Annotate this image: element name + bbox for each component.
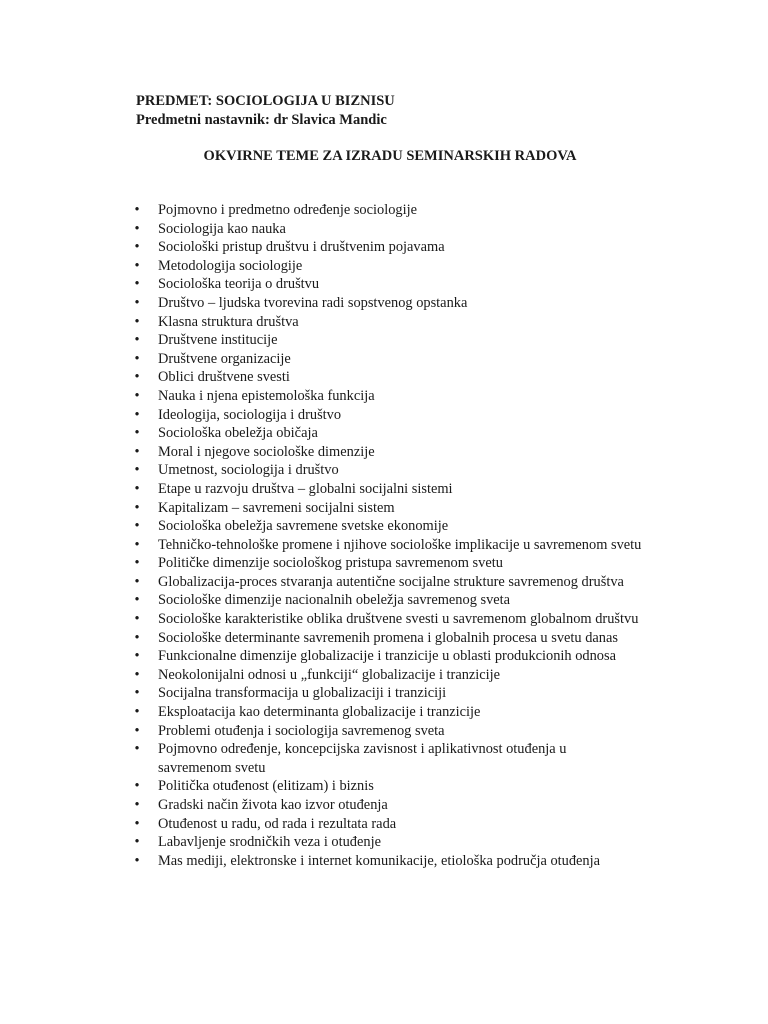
topic-text: Globalizacija-proces stvaranja autentične socijalne strukture savremenog društva [158,573,624,590]
list-item [132,703,642,722]
bullet-icon: • [134,722,140,739]
bullet-icon: • [134,276,140,293]
topic-text: Društvo – ljudska tvorevina radi sopstvenog opstanka [158,294,468,311]
list-item [132,852,642,871]
bullet-icon: • [134,648,140,665]
bullet-icon: • [134,406,140,423]
list-item [132,684,642,703]
list-item [132,443,642,462]
topic-text: Sociološke dimenzije nacionalnih obeležja savremenog sveta [158,592,511,609]
section-title: OKVIRNE TEME ZA IZRADU SEMINARSKIH RADOVA [203,148,577,164]
bullet-icon: • [134,294,140,311]
list-item [132,499,642,518]
list-item [132,610,642,629]
list-item [132,294,642,313]
bullet-icon: • [134,852,140,869]
list-item [132,331,642,350]
bullet-icon: • [134,741,140,758]
topic-text: Gradski način života kao izvor otuđenja [158,797,388,813]
list-item [132,406,642,425]
bullet-icon: • [134,815,140,832]
topic-text: Nauka i njena epistemološka funkcija [158,387,375,404]
bullet-icon: • [134,499,140,516]
subject-title: PREDMET: SOCIOLOGIJA U BIZNISU [136,93,395,109]
topic-text: Etape u razvoju društva – globalni socijalni sistemi [158,480,453,497]
topic-text: Sociološka obeležja savremene svetske ekonomije [158,518,449,535]
bullet-icon: • [134,797,140,813]
topic-text: Eksploatacija kao determinanta globalizacije i tranzicije [158,704,481,721]
list-item [132,629,642,648]
list-item [132,313,642,332]
bullet-icon: • [134,480,140,497]
topic-text: Otuđenost u radu, od rada i rezultata rada [158,815,397,832]
bullet-icon: • [134,425,140,442]
list-item [132,201,642,220]
topic-text: Sociologija kao nauka [158,220,286,237]
bullet-icon: • [134,629,140,646]
list-item [132,517,642,536]
bullet-icon: • [134,313,140,330]
list-item [132,220,642,239]
bullet-icon: • [134,443,140,460]
topic-text: Sociološka obeležja običaja [158,425,318,442]
bullet-icon: • [134,518,140,535]
list-item [132,480,642,499]
bullet-icon: • [134,834,140,851]
list-item [132,591,642,610]
list-item [132,796,642,815]
bullet-icon: • [134,239,140,256]
topic-text: Umetnost, sociologija i društvo [158,462,339,479]
topic-text: Sociološke determinante savremenih promena i globalnih procesa u svetu danas [158,629,618,646]
list-item [132,461,642,480]
bullet-icon: • [134,704,140,721]
topic-text: Socijalna transformacija u globalizaciji i tranziciji [158,685,447,702]
bullet-icon: • [134,611,140,628]
list-item [132,777,642,796]
topic-text: Društvene institucije [158,332,278,349]
topic-text: Pojmovno i predmetno određenje sociologije [158,202,417,218]
list-item [132,257,642,276]
list-item [132,647,642,666]
list-item [132,424,642,443]
list-item [132,833,642,852]
bullet-icon: • [134,685,140,702]
topic-text: Sociološka teorija o društvu [158,276,320,293]
bullet-icon: • [134,257,140,274]
list-item [132,387,642,406]
list-item [132,573,642,592]
topic-text: Društvene organizacije [158,350,291,367]
bullet-icon: • [134,592,140,609]
list-item [132,238,642,257]
topic-text: Mas mediji, elektronske i internet komunikacije, etiološka područja otuđenja [158,852,600,869]
bullet-icon: • [134,350,140,367]
topic-text: Ideologija, sociologija i društvo [158,406,342,423]
topic-text: Neokolonijalni odnosi u „funkciji“ globalizacije i tranzicije [158,666,501,683]
topic-text: Kapitalizam – savremeni socijalni sistem [158,499,395,516]
topic-text: Labavljenje srodničkih veza i otuđenje [158,834,381,851]
list-item [132,554,642,573]
bullet-icon: • [134,220,140,237]
list-item [132,815,642,834]
bullet-icon: • [134,387,140,404]
topic-text: Funkcionalne dimenzije globalizacije i tranzicije u oblasti produkcionih odnosa [158,648,616,665]
topic-text: Pojmovno određenje, koncepcijska zavisnost i aplikativnost otuđenja u savremenom svetu [158,741,567,776]
list-item [132,722,642,741]
topic-text: Metodologija sociologije [158,257,303,274]
teacher-line: Predmetni nastavnik: dr Slavica Mandic [136,112,387,128]
bullet-icon: • [134,666,140,683]
bullet-icon: • [134,778,140,795]
topic-text: Sociološki pristup društvu i društvenim pojavama [158,239,445,256]
bullet-icon: • [134,332,140,349]
bullet-icon: • [134,462,140,479]
topic-text: Političke dimenzije sociološkog pristupa savremenom svetu [158,555,503,572]
document-header [136,92,395,130]
topic-text: Oblici društvene svesti [158,369,290,386]
topic-text: Klasna struktura društva [158,313,299,330]
list-item [132,350,642,369]
list-item [132,740,642,777]
bullet-icon: • [134,573,140,590]
topics-list [132,201,642,870]
bullet-icon: • [134,202,140,218]
topic-text: Moral i njegove sociološke dimenzije [158,443,375,460]
list-item [132,666,642,685]
topic-text: Politička otuđenost (elitizam) i biznis [158,778,374,795]
topic-text: Tehničko-tehnološke promene i njihove sociološke implikacije u savremenom svetu [158,536,642,553]
topic-text: Sociološke karakteristike oblika društvene svesti u savremenom globalnom društvu [158,611,639,628]
list-item [132,368,642,387]
bullet-icon: • [134,555,140,572]
list-item [132,536,642,555]
bullet-icon: • [134,369,140,386]
bullet-icon: • [134,536,140,553]
topic-text: Problemi otuđenja i sociologija savremenog sveta [158,722,445,739]
list-item [132,275,642,294]
